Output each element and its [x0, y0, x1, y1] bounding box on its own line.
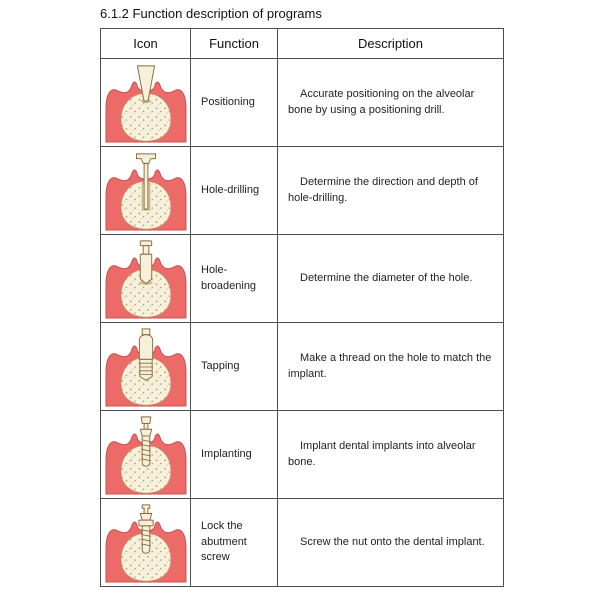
table-row-hole-broadening	[101, 235, 504, 323]
icon-cell	[101, 411, 191, 499]
description-cell	[278, 323, 504, 411]
description-text: Make a thread on the hole to match the implant.	[288, 352, 492, 380]
function-table	[100, 28, 504, 587]
table-row-positioning	[101, 59, 504, 147]
icon-cell	[101, 323, 191, 411]
table-row-tapping	[101, 323, 504, 411]
hole-broadening-icon	[103, 239, 189, 319]
function-cell: Implanting	[191, 411, 278, 499]
description-text: Implant dental implants into alveolar bone.	[288, 440, 476, 468]
col-header-description: Description	[278, 29, 504, 59]
table-row-implanting	[101, 411, 504, 499]
description-text: Determine the diameter of the hole.	[300, 271, 473, 284]
icon-cell	[101, 235, 191, 323]
positioning-icon	[103, 63, 189, 143]
lock-abutment-screw-icon	[103, 503, 189, 583]
hole-drilling-icon	[103, 151, 189, 231]
header-row	[101, 29, 504, 59]
function-cell: Positioning	[191, 59, 278, 147]
table-row-lock-abutment-screw	[101, 499, 504, 587]
implanting-icon	[103, 415, 189, 495]
description-text: Determine the direction and depth of hole-drilling.	[288, 176, 478, 204]
col-header-icon: Icon	[101, 29, 191, 59]
description-cell	[278, 235, 504, 323]
function-cell: Hole-drilling	[191, 147, 278, 235]
description-cell	[278, 499, 504, 587]
description-cell	[278, 411, 504, 499]
description-text: Accurate positioning on the alveolar bone by using a positioning drill.	[288, 88, 475, 116]
function-cell: Tapping	[191, 323, 278, 411]
description-cell	[278, 59, 504, 147]
icon-cell	[101, 499, 191, 587]
description-cell	[278, 147, 504, 235]
tapping-icon	[103, 327, 189, 407]
icon-cell	[101, 59, 191, 147]
page-title: 6.1.2 Function description of programs	[100, 6, 322, 21]
col-header-function: Function	[191, 29, 278, 59]
table-row-hole-drilling	[101, 147, 504, 235]
function-cell: Lock the abutment screw	[191, 499, 278, 587]
function-cell: Hole-broadening	[191, 235, 278, 323]
description-text: Screw the nut onto the dental implant.	[300, 535, 485, 548]
icon-cell	[101, 147, 191, 235]
